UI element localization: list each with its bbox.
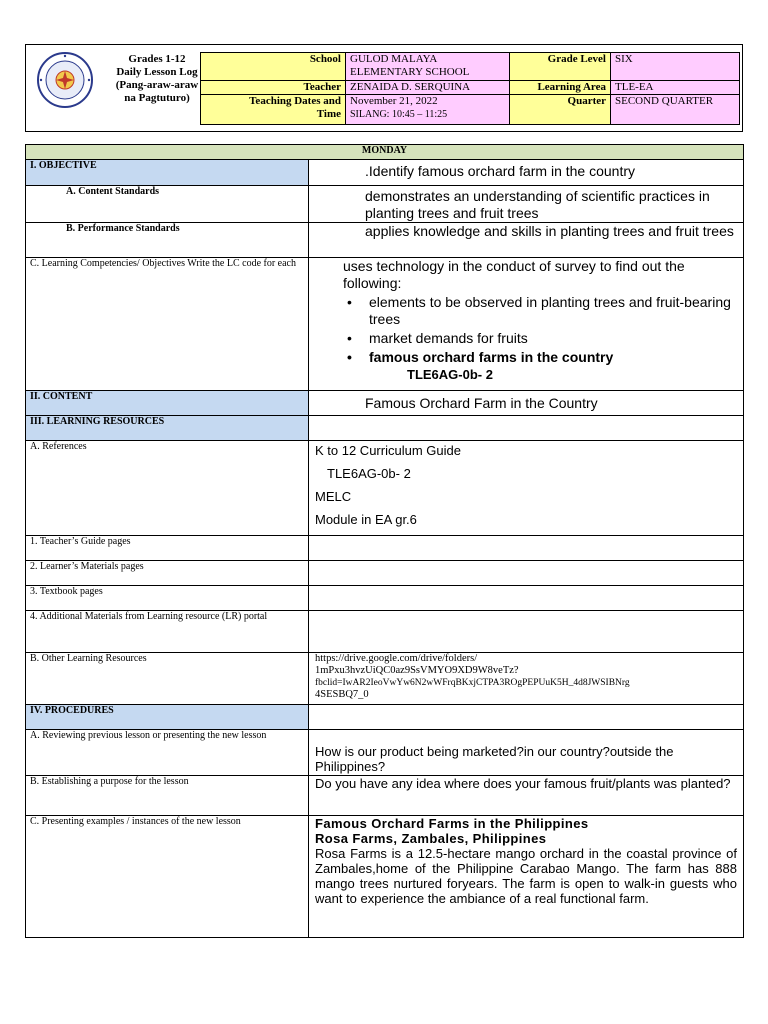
reference-item: K to 12 Curriculum Guide: [315, 443, 461, 458]
additional-materials-value: [309, 611, 744, 653]
day-header: MONDAY: [26, 145, 744, 160]
other-resources-link[interactable]: https://drive.google.com/drive/folders/ 1mPxu3hvzUiQC0az9SsVMYO9XD9W8veTz? fbclid=IwAR2IeoVwYw6N2wWFrqBKxjCTPA3ROgPEPUuK5H_4d8JWSIBNrg 4SESBQ7_0: [309, 653, 744, 705]
procedures-label: IV. PROCEDURES: [26, 705, 309, 730]
references-label: A. References: [26, 441, 309, 536]
competencies-label: C. Learning Competencies/ Objectives Write the LC code for each: [26, 258, 309, 391]
purpose-label: B. Establishing a purpose for the lesson: [26, 776, 309, 816]
procedures-value: [309, 705, 744, 730]
competency-item: • famous orchard farms in the country: [369, 349, 739, 366]
teacher-value: ZENAIDA D. SERQUINA: [346, 81, 510, 95]
content-label: II. CONTENT: [26, 391, 309, 416]
learners-materials-label: 2. Learner’s Materials pages: [26, 561, 309, 586]
presenting-value: [309, 816, 744, 938]
title-line: Daily Lesson Log: [116, 66, 198, 78]
performance-standards-value: applies knowledge and skills in planting trees and fruit trees: [309, 223, 744, 258]
header-info-table: [200, 52, 740, 125]
learners-materials-value: [309, 561, 744, 586]
title-line: (Pang-araw-araw: [115, 79, 199, 91]
lesson-log-header: [25, 44, 743, 132]
reference-item: Module in EA gr.6: [315, 512, 417, 527]
presenting-body: Rosa Farms is a 12.5-hectare mango orchard in the coastal province of Zambales,home of the Philippine Carabao Mango. The farm has 888 mango trees nurtured foryears. The farm is open to walk-in guests who want to experience the ambiance of a real functional farm.: [315, 846, 737, 906]
teacher-label: Teacher: [201, 81, 346, 95]
learning-area-label: Learning Area: [510, 81, 611, 95]
reference-item: MELC: [315, 489, 352, 504]
quarter-value: SECOND QUARTER: [611, 95, 740, 125]
textbook-value: [309, 586, 744, 611]
references-value: [309, 441, 744, 536]
school-value: GULOD MALAYA ELEMENTARY SCHOOL: [346, 53, 510, 81]
lesson-table: [25, 144, 744, 938]
learning-resources-label: III. LEARNING RESOURCES: [26, 416, 309, 441]
content-standards-value: demonstrates an understanding of scientific practices in planting trees and fruit trees: [309, 186, 744, 223]
quarter-label: Quarter: [510, 95, 611, 125]
competency-item: • elements to be observed in planting trees and fruit-bearing trees: [369, 294, 739, 328]
reviewing-label: A. Reviewing previous lesson or presenting the new lesson: [26, 730, 309, 776]
presenting-heading: Famous Orchard Farms in the Philippines: [315, 816, 589, 831]
learning-area-value: TLE-EA: [611, 81, 740, 95]
presenting-subheading: Rosa Farms, Zambales, Philippines: [315, 831, 547, 846]
log-title: [98, 53, 216, 105]
other-resources-label: B. Other Learning Resources: [26, 653, 309, 705]
textbook-label: 3. Textbook pages: [26, 586, 309, 611]
objective-label: I. OBJECTIVE: [26, 160, 309, 186]
competency-item: • market demands for fruits: [369, 330, 739, 347]
reviewing-value: How is our product being marketed?in our country?outside the Philippines?: [309, 730, 744, 776]
content-standards-label: A. Content Standards: [26, 186, 309, 223]
teachers-guide-label: 1. Teacher’s Guide pages: [26, 536, 309, 561]
performance-standards-label: B. Performance Standards: [26, 223, 309, 258]
reference-item: TLE6AG-0b- 2: [327, 466, 411, 481]
title-line: na Pagtuturo): [124, 92, 190, 104]
teaching-dates-value: November 21, 2022 SILANG: 10:45 – 11:25: [346, 95, 510, 125]
deped-seal-icon: [36, 51, 94, 109]
objective-value: .Identify famous orchard farm in the country: [309, 160, 744, 186]
competency-code: TLE6AG-0b- 2: [407, 367, 493, 382]
school-label: School: [201, 53, 346, 81]
competencies-value: [309, 258, 744, 391]
learning-resources-value: [309, 416, 744, 441]
purpose-value: Do you have any idea where does your famous fruit/plants was planted?: [309, 776, 744, 816]
content-value: Famous Orchard Farm in the Country: [309, 391, 744, 416]
grade-level-label: Grade Level: [510, 53, 611, 81]
additional-materials-label: 4. Additional Materials from Learning resource (LR) portal: [26, 611, 309, 653]
teachers-guide-value: [309, 536, 744, 561]
competencies-intro: uses technology in the conduct of survey to find out the following:: [343, 258, 685, 291]
teaching-dates-label: Teaching Dates and Time: [201, 95, 346, 125]
grade-level-value: SIX: [611, 53, 740, 81]
presenting-label: C. Presenting examples / instances of the new lesson: [26, 816, 309, 938]
title-line: Grades 1-12: [128, 53, 186, 65]
